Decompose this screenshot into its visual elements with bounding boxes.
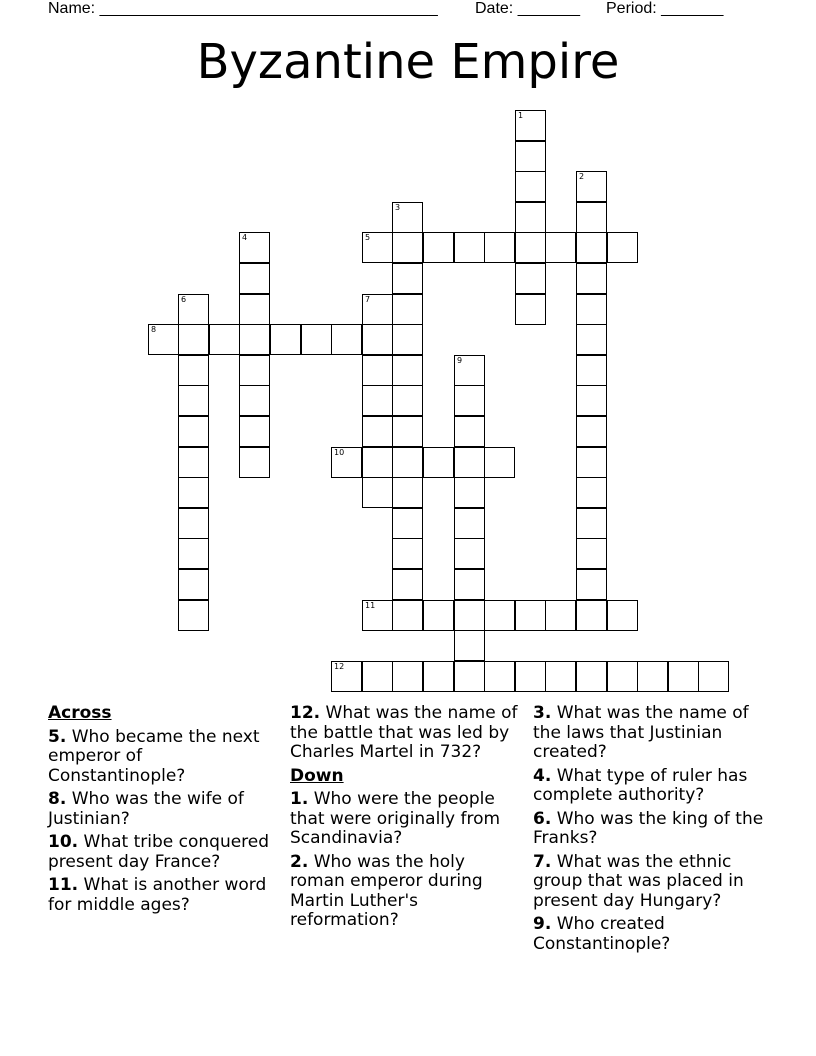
- grid-cell[interactable]: [545, 661, 576, 692]
- clue-number: 1: [518, 111, 524, 120]
- grid-cell[interactable]: [301, 324, 332, 355]
- grid-cell[interactable]: [362, 294, 393, 325]
- grid-cell[interactable]: [178, 600, 209, 631]
- grid-cell[interactable]: [454, 508, 485, 539]
- grid-cell[interactable]: [484, 661, 515, 692]
- clue-down-7: 7. What was the ethnic group that was placed in present day Hungary?: [533, 851, 744, 911]
- grid-cell[interactable]: [239, 294, 270, 325]
- grid-cell[interactable]: [454, 232, 485, 263]
- clue-number: 5: [365, 233, 371, 242]
- clue-number: 4: [242, 233, 248, 242]
- grid-cell[interactable]: [362, 661, 393, 692]
- grid-cell[interactable]: [270, 324, 301, 355]
- grid-cell[interactable]: [545, 600, 576, 631]
- grid-cell[interactable]: [484, 447, 515, 478]
- clue-down-4: 4. What type of ruler has complete authority?: [533, 765, 748, 805]
- clue-across-12: 12. What was the name of the battle that was led by Charles Martel in 732?: [290, 703, 518, 762]
- grid-cell[interactable]: [362, 232, 393, 263]
- grid-cell[interactable]: [392, 385, 423, 416]
- grid-cell[interactable]: [576, 355, 607, 386]
- grid-cell[interactable]: [484, 600, 515, 631]
- grid-cell[interactable]: [239, 416, 270, 447]
- grid-cell[interactable]: [362, 324, 393, 355]
- grid-cell[interactable]: [239, 263, 270, 294]
- clue-number: 10: [334, 448, 345, 457]
- clue-across-10: 10. What tribe conquered present day France?: [48, 832, 270, 872]
- period-field-label: Period: _______: [606, 0, 724, 17]
- grid-cell[interactable]: [331, 661, 362, 692]
- grid-cell[interactable]: [576, 324, 607, 355]
- grid-cell[interactable]: [576, 477, 607, 508]
- grid-cell[interactable]: [454, 416, 485, 447]
- grid-cell[interactable]: [423, 600, 454, 631]
- grid-cell[interactable]: [515, 294, 546, 325]
- grid-cell[interactable]: [239, 355, 270, 386]
- grid-cell[interactable]: [423, 661, 454, 692]
- grid-cell[interactable]: [392, 569, 423, 600]
- grid-cell[interactable]: [239, 385, 270, 416]
- grid-cell[interactable]: [576, 416, 607, 447]
- grid-cell[interactable]: [178, 294, 209, 325]
- grid-cell[interactable]: [545, 232, 576, 263]
- grid-cell[interactable]: [178, 416, 209, 447]
- grid-cell[interactable]: [392, 294, 423, 325]
- grid-cell[interactable]: [576, 232, 607, 263]
- grid-cell[interactable]: [178, 569, 209, 600]
- grid-cell[interactable]: [454, 569, 485, 600]
- grid-cell[interactable]: [515, 232, 546, 263]
- clue-number: 12: [334, 662, 345, 671]
- clue-down-1: 1. Who were the people that were originally from Scandinavia?: [290, 789, 501, 848]
- grid-cell[interactable]: [576, 661, 607, 692]
- grid-cell[interactable]: [392, 232, 423, 263]
- grid-cell[interactable]: [392, 600, 423, 631]
- grid-cell[interactable]: [515, 141, 546, 172]
- grid-cell[interactable]: [392, 202, 423, 233]
- clues-column-2: [290, 704, 522, 935]
- grid-cell[interactable]: [515, 171, 546, 202]
- clue-number: 11: [365, 601, 376, 610]
- grid-cell[interactable]: [392, 538, 423, 569]
- clues-column-1: [48, 704, 273, 919]
- grid-cell[interactable]: [576, 202, 607, 233]
- grid-cell[interactable]: [576, 538, 607, 569]
- grid-cell[interactable]: [178, 355, 209, 386]
- grid-cell[interactable]: [576, 447, 607, 478]
- grid-cell[interactable]: [148, 324, 179, 355]
- grid-cell[interactable]: [576, 569, 607, 600]
- grid-cell[interactable]: [607, 661, 638, 692]
- grid-cell[interactable]: [576, 263, 607, 294]
- grid-cell[interactable]: [392, 508, 423, 539]
- across-heading: Across: [48, 703, 112, 723]
- grid-cell[interactable]: [576, 171, 607, 202]
- grid-cell[interactable]: [515, 202, 546, 233]
- grid-cell[interactable]: [576, 294, 607, 325]
- grid-cell[interactable]: [454, 538, 485, 569]
- grid-cell[interactable]: [178, 447, 209, 478]
- clue-number: 3: [395, 203, 401, 212]
- grid-cell[interactable]: [392, 447, 423, 478]
- clue-number: 9: [457, 356, 463, 365]
- grid-cell[interactable]: [239, 324, 270, 355]
- clue-number: 2: [579, 172, 585, 181]
- grid-cell[interactable]: [209, 324, 240, 355]
- grid-cell[interactable]: [178, 538, 209, 569]
- grid-cell[interactable]: [239, 232, 270, 263]
- grid-cell[interactable]: [698, 661, 729, 692]
- grid-cell[interactable]: [178, 324, 209, 355]
- grid-cell[interactable]: [331, 324, 362, 355]
- grid-cell[interactable]: [362, 355, 393, 386]
- grid-cell[interactable]: [362, 477, 393, 508]
- grid-cell[interactable]: [331, 447, 362, 478]
- clue-across-5: 5. Who became the next emperor of Constantinople?: [48, 726, 260, 786]
- grid-cell[interactable]: [392, 416, 423, 447]
- grid-cell[interactable]: [178, 477, 209, 508]
- grid-cell[interactable]: [576, 385, 607, 416]
- grid-cell[interactable]: [668, 661, 699, 692]
- grid-cell[interactable]: [423, 447, 454, 478]
- grid-cell[interactable]: [362, 600, 393, 631]
- grid-cell[interactable]: [576, 600, 607, 631]
- grid-cell[interactable]: [362, 416, 393, 447]
- grid-cell[interactable]: [392, 661, 423, 692]
- grid-cell[interactable]: [454, 447, 485, 478]
- grid-cell[interactable]: [392, 477, 423, 508]
- grid-cell[interactable]: [576, 508, 607, 539]
- clue-down-3: 3. What was the name of the laws that Justinian created?: [533, 703, 749, 762]
- grid-cell[interactable]: [515, 110, 546, 141]
- grid-cell[interactable]: [392, 263, 423, 294]
- grid-cell[interactable]: [607, 600, 638, 631]
- clue-across-8: 8. Who was the wife of Justinian?: [48, 789, 244, 829]
- grid-cell[interactable]: [515, 600, 546, 631]
- grid-cell[interactable]: [515, 263, 546, 294]
- clue-down-6: 6. Who was the king of the Franks?: [533, 808, 764, 848]
- grid-cell[interactable]: [392, 355, 423, 386]
- grid-cell[interactable]: [362, 447, 393, 478]
- grid-cell[interactable]: [607, 232, 638, 263]
- date-field-label: Date: _______: [475, 0, 580, 17]
- name-field-label: Name: ______________________________________: [48, 0, 438, 17]
- grid-cell[interactable]: [239, 447, 270, 478]
- clue-across-11: 11. What is another word for middle ages?: [48, 875, 267, 915]
- clue-number: 8: [151, 325, 157, 334]
- grid-cell[interactable]: [454, 661, 485, 692]
- grid-cell[interactable]: [392, 324, 423, 355]
- clues-column-3: [533, 704, 773, 958]
- grid-cell[interactable]: [178, 508, 209, 539]
- grid-cell[interactable]: [178, 385, 209, 416]
- grid-cell[interactable]: [454, 600, 485, 631]
- grid-cell[interactable]: [515, 661, 546, 692]
- clue-down-2: 2. Who was the holy roman emperor during Martin Luther's reformation?: [290, 851, 483, 930]
- grid-cell[interactable]: [362, 385, 393, 416]
- grid-cell[interactable]: [454, 477, 485, 508]
- grid-cell[interactable]: [423, 232, 454, 263]
- grid-cell[interactable]: [454, 385, 485, 416]
- grid-cell[interactable]: [454, 355, 485, 386]
- grid-cell[interactable]: [637, 661, 668, 692]
- down-heading: Down: [290, 765, 344, 786]
- grid-cell[interactable]: [484, 232, 515, 263]
- page-title: Byzantine Empire: [196, 34, 620, 90]
- clue-down-9: 9. Who created Constantinople?: [533, 914, 671, 954]
- grid-cell[interactable]: [454, 630, 485, 661]
- clue-number: 6: [181, 295, 187, 304]
- clue-number: 7: [365, 295, 371, 304]
